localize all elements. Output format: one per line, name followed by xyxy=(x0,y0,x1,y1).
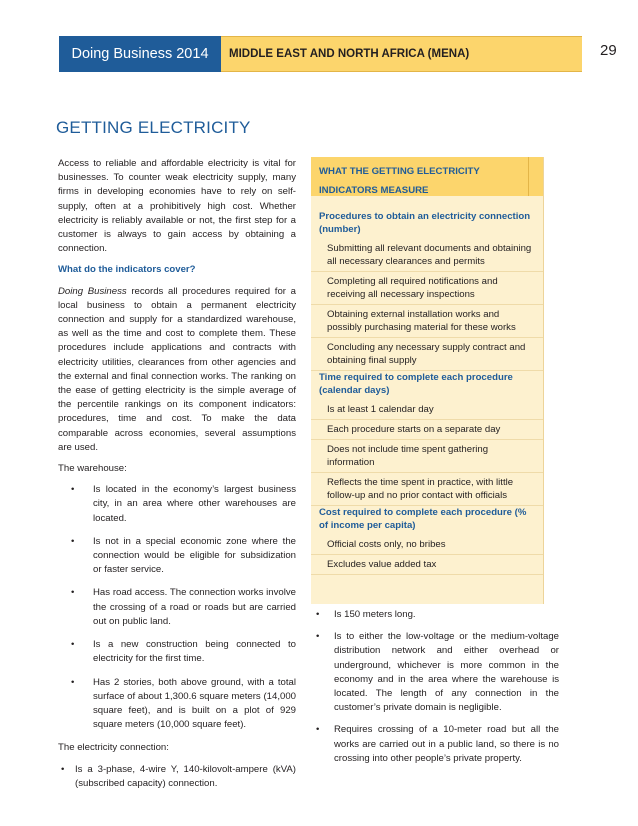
list-item: • Has road access. The connection works involve the crossing of a road or roads but are carried out on public land. xyxy=(58,586,296,629)
connection-list xyxy=(58,763,296,791)
box-item: Is at least 1 calendar day xyxy=(311,400,543,420)
indicators-paragraph xyxy=(58,285,296,455)
list-item: • Is 150 meters long. xyxy=(311,608,559,622)
report-title-tab: Doing Business 2014 xyxy=(59,36,221,72)
box-item: Each procedure starts on a separate day xyxy=(311,420,543,440)
warehouse-list xyxy=(58,483,296,732)
list-item: • Is a 3-phase, 4-wire Y, 140-kilovolt-ampere (kVA) (subscribed capacity) connection. xyxy=(58,763,296,791)
box-item: Reflects the time spent in practice, with little follow-up and no prior contact with officials xyxy=(311,473,543,506)
box-item: Does not include time spent gathering information xyxy=(311,440,543,473)
doing-business-emphasis: Doing Business xyxy=(58,285,127,297)
box-item: Obtaining external installation works and possibly purchasing material for these works xyxy=(311,305,543,338)
box-item: Excludes value added tax xyxy=(311,555,543,575)
connection-list-continued xyxy=(311,608,559,766)
indicators-paragraph-text: records all procedures required for a local business to obtain a permanent electricity connection and supply for a standardized warehouse, as well as the time and cost to complete them. These procedures include applications and contracts with electricity utilities, clearances from other agencies and the external and final connection works. The ranking on the ease of getting electricity is the simple average of the percentile rankings on its component indicators: procedures, time and cost. To make the data comparable across economies, several assumptions are used. xyxy=(58,285,296,453)
list-item: • Is a new construction being connected to electricity for the first time. xyxy=(58,638,296,666)
box-item: Official costs only, no bribes xyxy=(311,535,543,555)
box-section-title: Procedures to obtain an electricity connection (number) xyxy=(319,211,531,235)
box-section-title: Cost required to complete each procedure (% of income per capita) xyxy=(319,507,527,531)
list-item: • Requires crossing of a 10-meter road but all the works are carried out in a public land, so there is no crossing into other people’s private property. xyxy=(311,723,559,766)
box-heading-line: WHAT THE GETTING ELECTRICITY xyxy=(319,166,480,177)
box-heading xyxy=(311,157,543,196)
box-item: Completing all required notifications and receiving all necessary inspections xyxy=(311,272,543,305)
page-number: 29 xyxy=(600,42,617,59)
region-header: MIDDLE EAST AND NORTH AFRICA (MENA) xyxy=(221,36,582,72)
box-section-title: Time required to complete each procedure (calendar days) xyxy=(319,372,513,396)
indicators-box xyxy=(311,157,544,604)
right-column xyxy=(311,608,559,774)
left-column xyxy=(58,157,296,800)
list-item: • Is to either the low-voltage or the medium-voltage distribution network and either overhead or underground, whichever is more common in the economy and in the area where the warehouse is located. The length of any connection in the customer’s private domain is negligible. xyxy=(311,630,559,715)
page-title: GETTING ELECTRICITY xyxy=(56,118,251,137)
list-item: • Has 2 stories, both above ground, with a total surface of about 1,300.6 square meters (14,000 square feet), and is built on a plot of 929 square meters (10,000 square feet). xyxy=(58,676,296,733)
warehouse-label: The warehouse: xyxy=(58,463,127,475)
box-body xyxy=(311,196,543,575)
box-item: Concluding any necessary supply contract and obtaining final supply xyxy=(311,338,543,371)
box-heading-line: INDICATORS MEASURE xyxy=(319,185,429,196)
intro-paragraph: Access to reliable and affordable electricity is vital for businesses. To counter weak electricity supply, many firms in developing economies have to rely on self-supply, often at a prohibitively high cost. Whether electricity is reliably available or not, the first step for a customer is always to gain access by obtaining a connection. xyxy=(58,158,296,255)
box-item: Submitting all relevant documents and obtaining all necessary clearances and permits xyxy=(311,239,543,272)
indicators-subheading: What do the indicators cover? xyxy=(58,264,196,276)
connection-label: The electricity connection: xyxy=(58,742,169,754)
list-item: • Is not in a special economic zone where the connection would be eligible for subsidization or faster service. xyxy=(58,535,296,578)
list-item: • Is located in the economy’s largest business city, in an area where other warehouses are located. xyxy=(58,483,296,526)
